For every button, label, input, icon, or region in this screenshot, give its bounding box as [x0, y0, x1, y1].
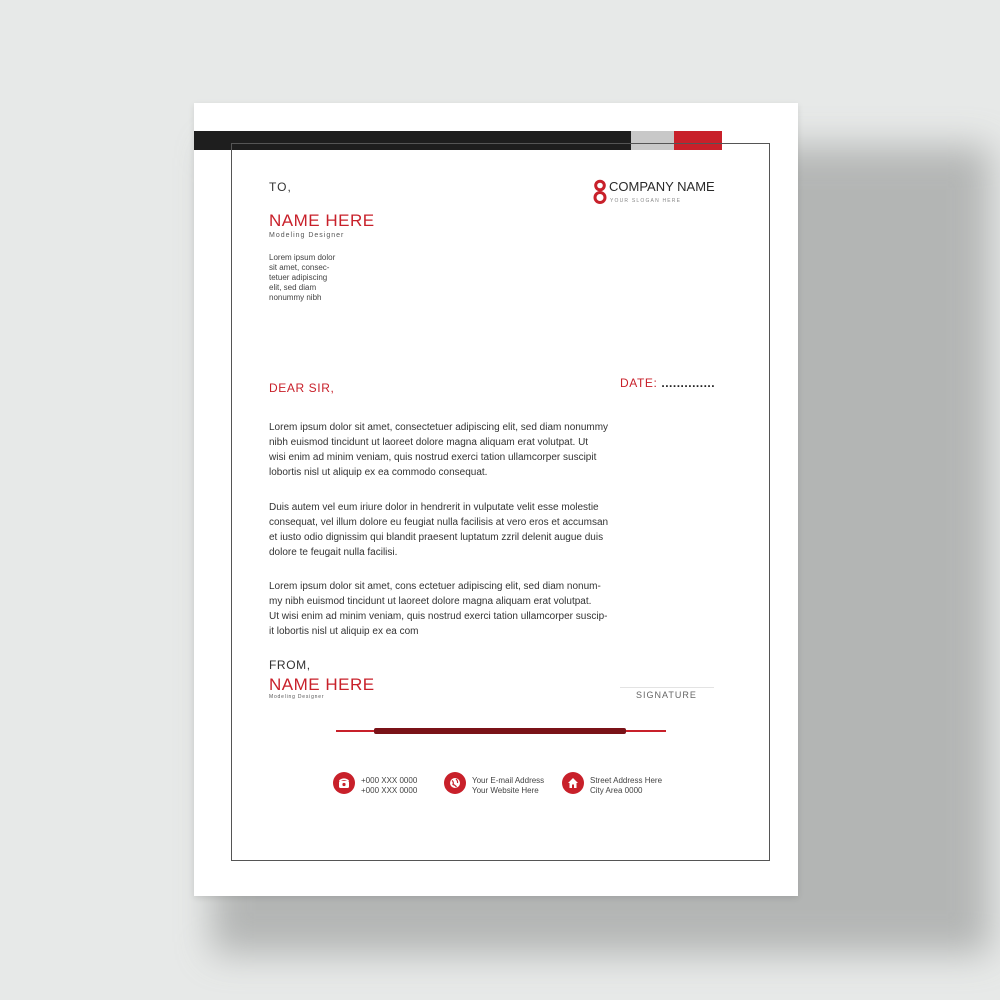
paragraph-line: my nibh euismod tincidunt ut laoreet dolore magna aliquam erat volutpat. [269, 596, 592, 607]
signature-label: SIGNATURE [636, 690, 697, 700]
street-address: Street Address Here [590, 776, 663, 785]
recipient-address [269, 253, 369, 303]
body-paragraph-3 [269, 579, 739, 639]
company-slogan: YOUR SLOGAN HERE [610, 198, 682, 204]
paragraph-line: consequat, vel illum dolore eu feugiat nulla facilisis at vero eros et accumsan [269, 517, 609, 528]
date-field [620, 376, 715, 390]
paragraph-line: dolore te feugait nulla facilisi. [269, 547, 398, 558]
to-label: TO, [269, 180, 292, 194]
date-label: DATE: [620, 376, 658, 390]
date-value: .............. [661, 376, 716, 390]
letterhead-page [194, 103, 798, 896]
address-line: nonummy nibh [269, 293, 322, 302]
address-line: tetuer adipiscing [269, 273, 328, 282]
home-icon [562, 772, 584, 794]
globe-icon [444, 772, 466, 794]
body-paragraph-2 [269, 500, 739, 560]
phone-number-1: +000 XXX 0000 [361, 776, 418, 785]
paragraph-line: Ut wisi enim ad minim veniam, quis nostrud exerci tation ullamcorper suscip- [269, 611, 608, 622]
figure-eight-logo-icon [593, 179, 607, 205]
paragraph-line: Lorem ipsum dolor sit amet, cons ectetuer adipiscing elit, sed diam nonum- [269, 581, 601, 592]
sender-name: NAME HERE [269, 675, 375, 694]
phone-icon [333, 772, 355, 794]
sender-role: Modeling Designer [269, 694, 325, 700]
city-area: City Area 0000 [590, 786, 643, 795]
paragraph-line: lobortis nisl ut aliquip ex ea commodo consequat. [269, 467, 488, 478]
body-paragraph-1 [269, 420, 739, 480]
footer-divider-accent [374, 728, 626, 734]
signature-line [620, 687, 714, 688]
address-line: Lorem ipsum dolor [269, 253, 336, 262]
website: Your Website Here [472, 786, 539, 795]
recipient-name: NAME HERE [269, 211, 375, 230]
paragraph-line: Duis autem vel eum iriure dolor in hendrerit in vulputate velit esse molestie [269, 502, 599, 513]
paragraph-line: wisi enim ad minim veniam, quis nostrud exerci tation ullamcorper suscipit [269, 452, 597, 463]
from-label: FROM, [269, 658, 311, 672]
address-line: sit amet, consec- [269, 263, 330, 272]
paragraph-line: nibh euismod tincidunt ut laoreet dolore magna aliquam erat volutpat. Ut [269, 437, 589, 448]
email-address: Your E-mail Address [472, 776, 545, 785]
phone-number-2: +000 XXX 0000 [361, 786, 418, 795]
paragraph-line: it lobortis nisl ut aliquip ex ea com [269, 626, 419, 637]
salutation: DEAR SIR, [269, 381, 335, 395]
paragraph-line: et iusto odio dignissim qui blandit praesent luptatum zzril delenit augue duis [269, 532, 604, 543]
paragraph-line: Lorem ipsum dolor sit amet, consectetuer adipiscing elit, sed diam nonummy [269, 422, 609, 433]
company-name: COMPANY NAME [609, 179, 715, 194]
recipient-role: Modeling Designer [269, 232, 345, 239]
address-line: elit, sed diam [269, 283, 317, 292]
